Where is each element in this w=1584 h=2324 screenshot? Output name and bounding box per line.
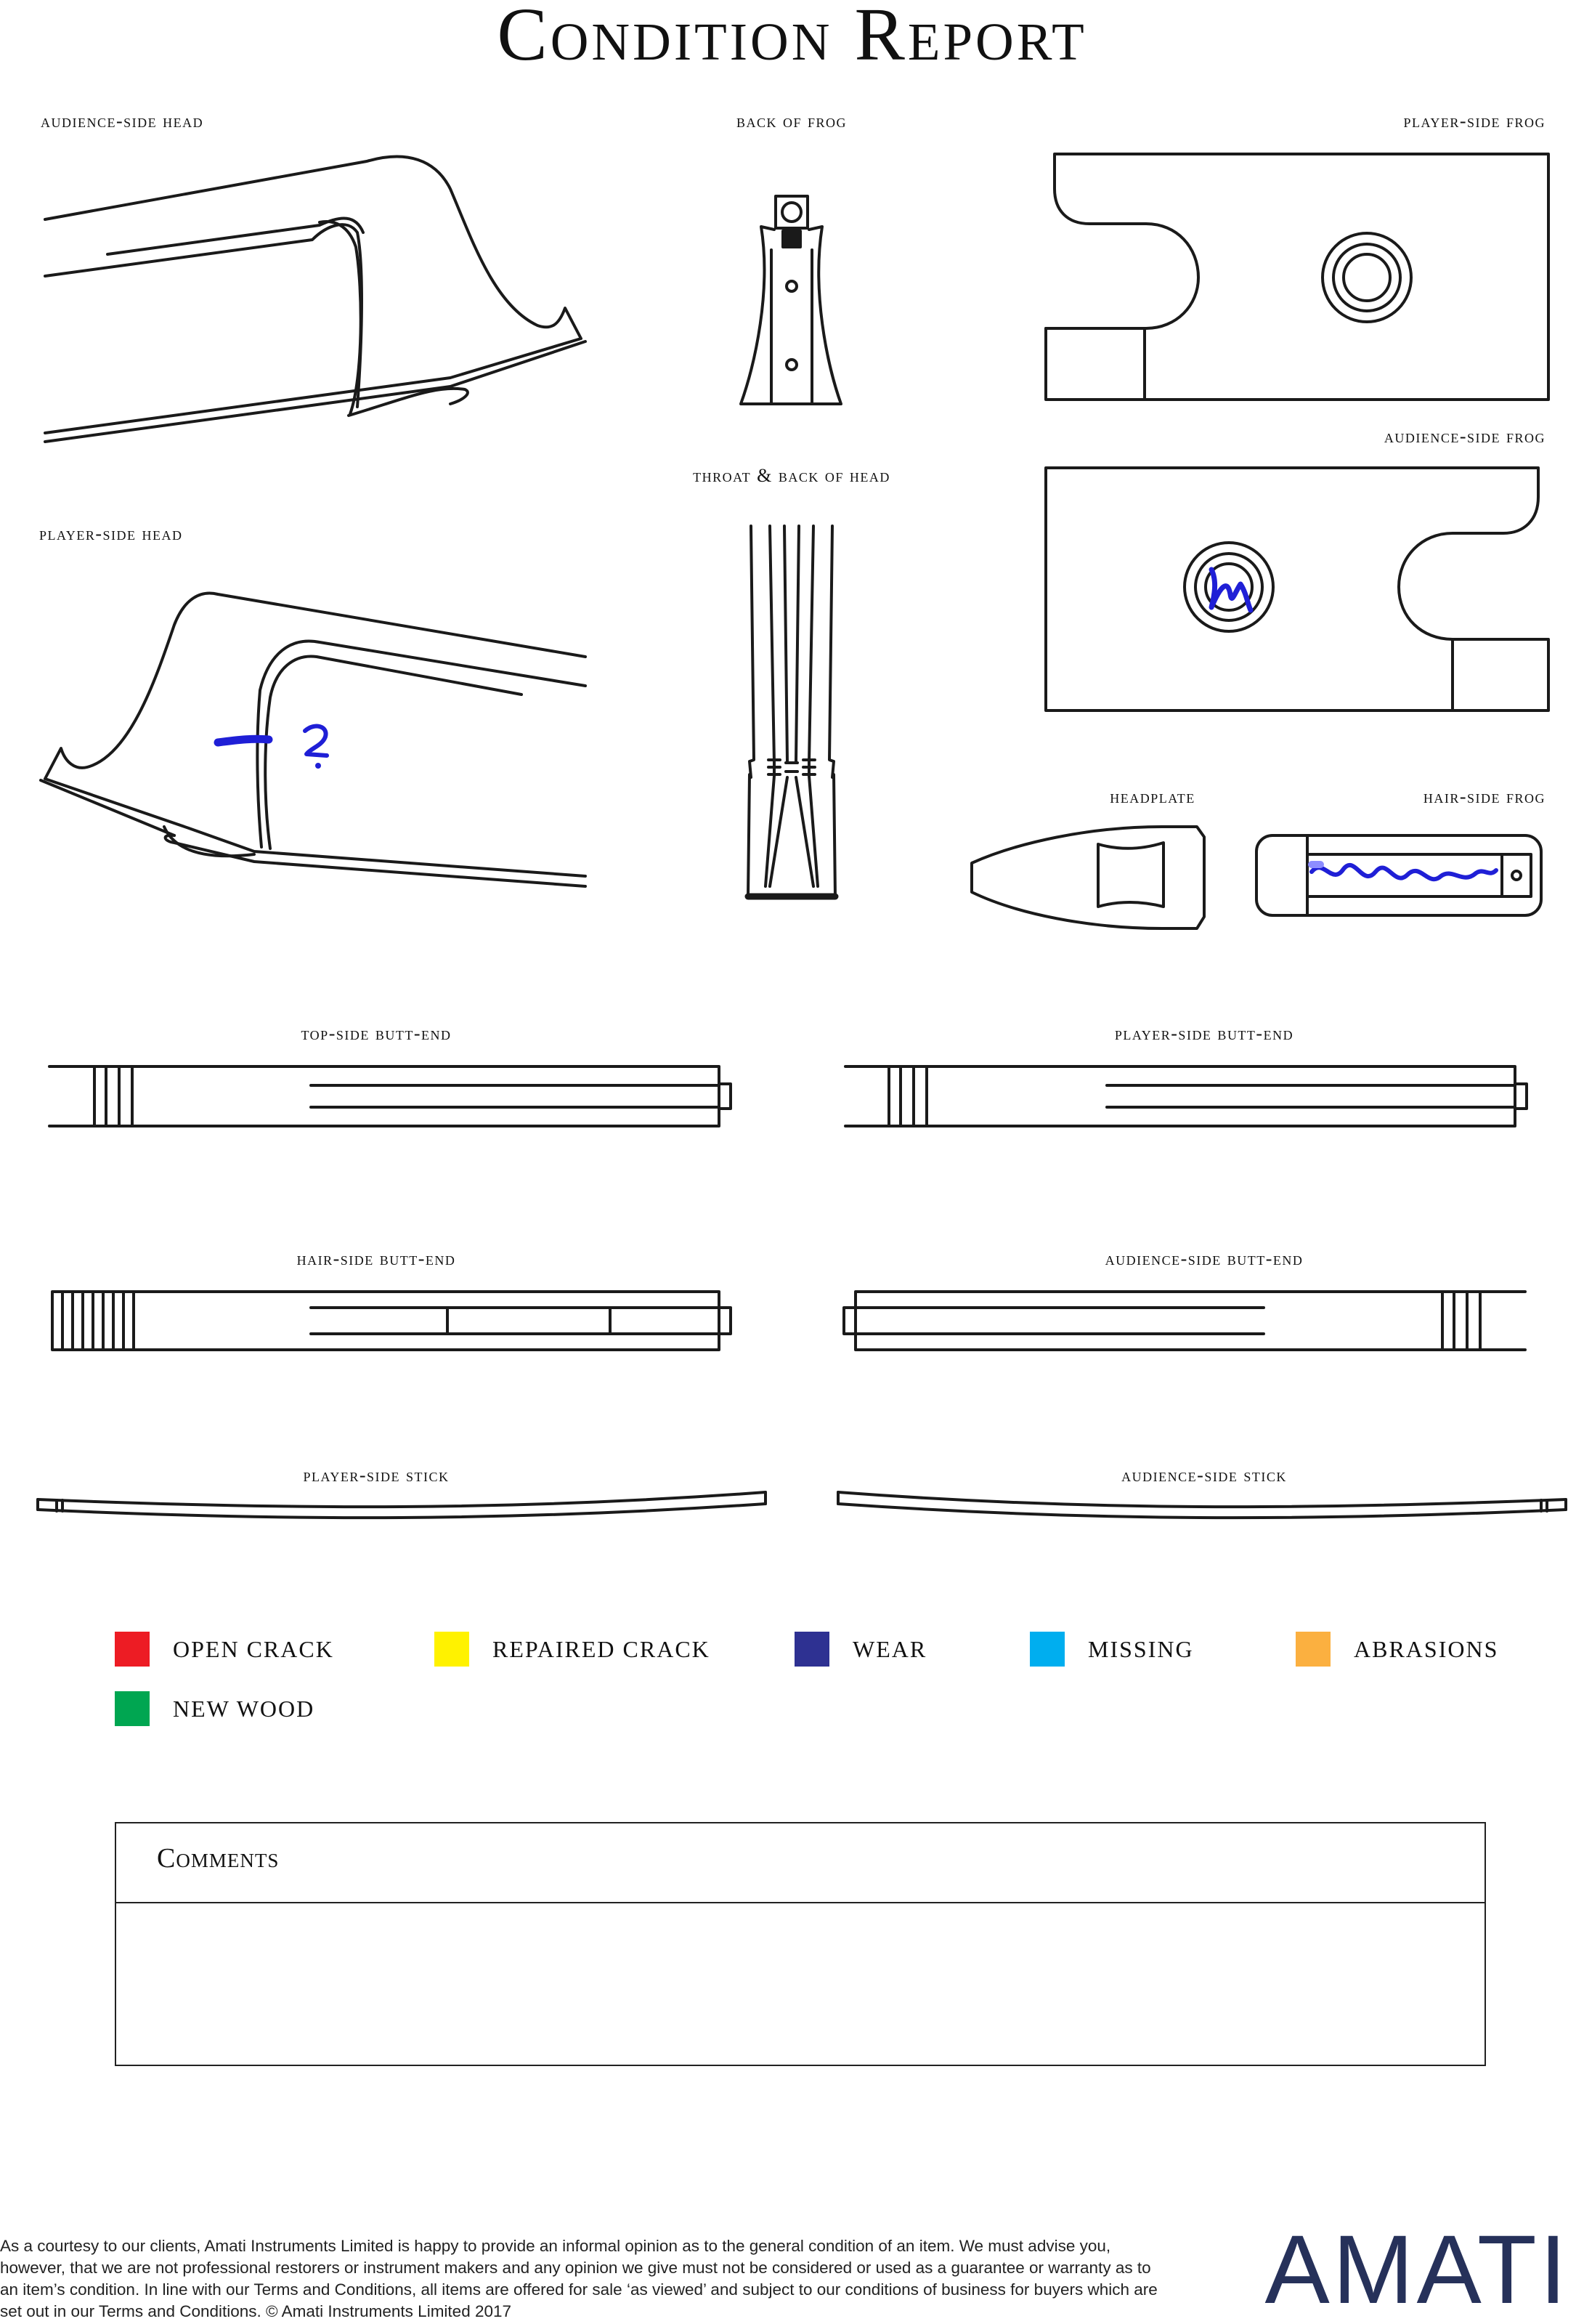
label-headplate: headplate xyxy=(1110,786,1195,807)
wear-annotations xyxy=(218,570,1496,879)
label-back-of-frog: back of frog xyxy=(736,110,848,131)
label-player-side-butt-end: player-side butt-end xyxy=(1114,1023,1294,1044)
legend-label-open-crack: OPEN CRACK xyxy=(173,1635,334,1662)
swatch-new-wood xyxy=(115,1691,150,1726)
comments-title: Comments xyxy=(157,1843,280,1874)
diagram-headplate xyxy=(972,827,1204,928)
legend-label-abrasions: ABRASIONS xyxy=(1354,1635,1499,1662)
diagram-player-side-stick xyxy=(38,1492,765,1518)
page-title: Condition Report xyxy=(497,0,1087,76)
diagram-audience-side-butt-end xyxy=(844,1292,1525,1350)
diagram-audience-side-frog xyxy=(1046,468,1548,710)
legend-label-missing: MISSING xyxy=(1088,1635,1194,1662)
diagram-audience-side-head xyxy=(45,157,585,442)
comments-header xyxy=(116,1823,1485,1903)
diagram-player-side-butt-end xyxy=(845,1066,1527,1126)
diagram-player-side-frog xyxy=(1046,154,1548,400)
legend-missing xyxy=(1030,1632,1194,1667)
label-audience-side-butt-end: audience-side butt-end xyxy=(1105,1248,1304,1269)
label-throat-back-of-head: throat & back of head xyxy=(693,465,890,486)
comments-box xyxy=(115,1822,1486,2066)
diagram-hair-side-frog xyxy=(1256,835,1541,915)
label-hair-side-frog: hair-side frog xyxy=(1423,786,1546,807)
label-audience-side-stick: audience-side stick xyxy=(1121,1465,1287,1486)
disclaimer-text: As a courtesy to our clients, Amati Instruments Limited is happy to provide an informal opinion as to the general condition of an item. We must advise you, however, that we are not professional restorers or instrument makers and any opinion we give must not be considered or used as a guarantee or warranty as to an item’s condition. In line with our Terms and Conditions, all items are offered for sale ‘as viewed’ and subject to our conditions of business for buyers which are set out in our Terms and Conditions. © Amati Instruments Limited 2017 xyxy=(0,2237,1158,2320)
legend-label-new-wood: NEW WOOD xyxy=(173,1695,315,1722)
legend-open-crack xyxy=(115,1632,334,1667)
label-audience-side-frog: audience-side frog xyxy=(1384,426,1546,447)
swatch-open-crack xyxy=(115,1632,150,1667)
legend-label-repaired-crack: REPAIRED CRACK xyxy=(492,1635,710,1662)
diagram-player-side-head xyxy=(41,594,585,886)
diagram-throat-back-of-head xyxy=(748,526,835,896)
diagram-back-of-frog xyxy=(741,196,841,404)
swatch-missing xyxy=(1030,1632,1065,1667)
swatch-wear xyxy=(795,1632,829,1667)
legend-repaired-crack xyxy=(434,1632,710,1667)
label-top-side-butt-end: top-side butt-end xyxy=(301,1023,452,1044)
swatch-abrasions xyxy=(1296,1632,1331,1667)
diagram-hair-side-butt-end xyxy=(52,1292,731,1350)
label-player-side-head: player-side head xyxy=(39,523,183,544)
legend-label-wear: WEAR xyxy=(853,1635,927,1662)
legend-abrasions xyxy=(1296,1632,1498,1667)
diagram-top-side-butt-end xyxy=(49,1066,731,1126)
comments-body[interactable] xyxy=(116,1903,1485,2063)
legend-new-wood xyxy=(115,1691,314,1726)
label-hair-side-butt-end: hair-side butt-end xyxy=(296,1248,456,1269)
swatch-repaired-crack xyxy=(434,1632,469,1667)
label-player-side-frog: player-side frog xyxy=(1403,110,1546,131)
diagram-audience-side-stick xyxy=(838,1492,1566,1518)
legend-wear xyxy=(795,1632,927,1667)
amati-logo: AMATI xyxy=(1264,2216,1569,2324)
label-player-side-stick: player-side stick xyxy=(303,1465,450,1486)
label-audience-side-head: audience-side head xyxy=(41,110,204,131)
